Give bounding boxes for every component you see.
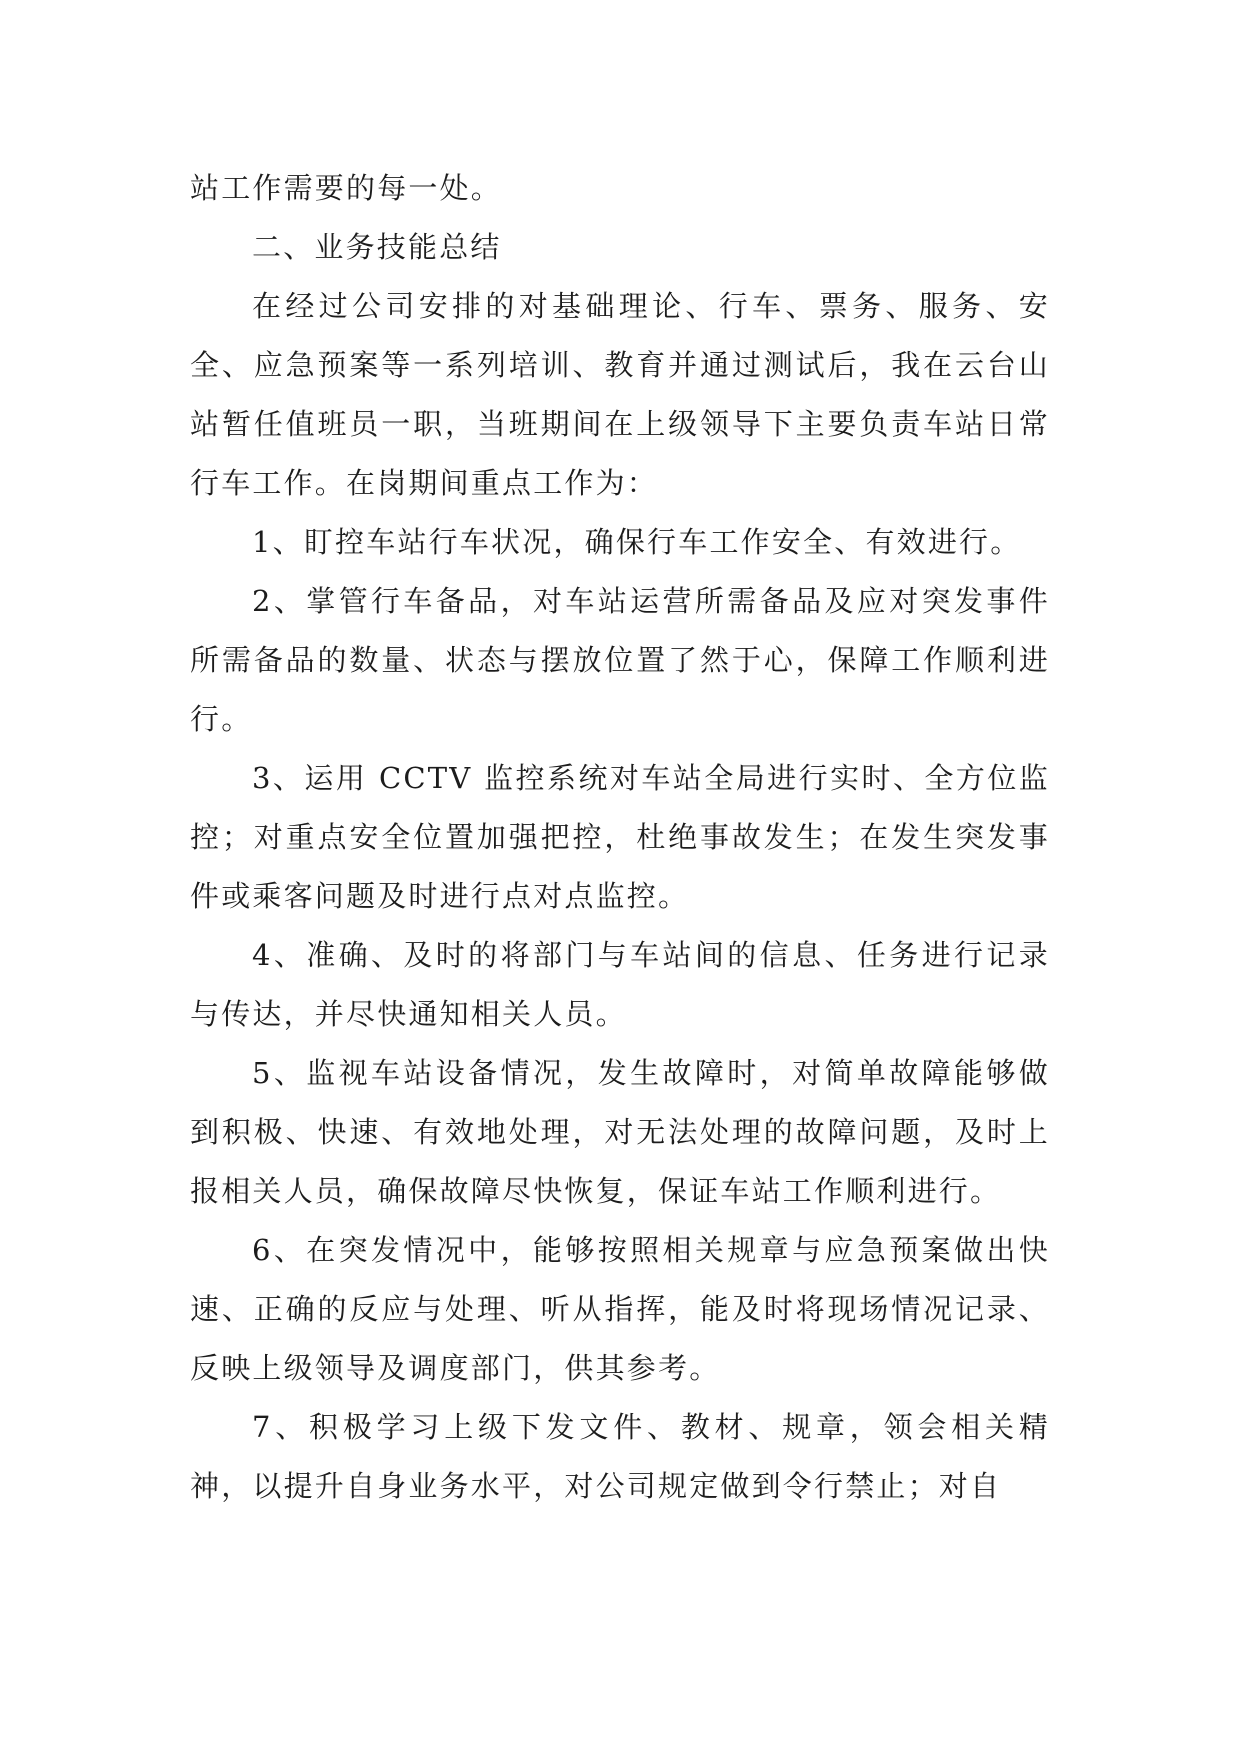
section-heading: 二、业务技能总结 [252,230,502,264]
paragraph-intro: 在经过公司安排的对基础理论、行车、票务、服务、安全、应急预案等一系列培训、教育并通过测试后，我在云台山站暂任值班员一职，当班期间在上级领导下主要负责车站日常行车工作。在岗期间重点工作为： [190,289,1050,500]
list-item-7: 7、积极学习上级下发文件、教材、规章，领会相关精神，以提升自身业务水平，对公司规定做到令行禁止；对自 [190,1410,1050,1503]
document-body [190,159,1050,1516]
paragraph-continuation: 站工作需要的每一处。 [190,171,503,205]
list-item-1: 1、盯控车站行车状况，确保行车工作安全、有效进行。 [252,525,1022,559]
list-item-5: 5、监视车站设备情况，发生故障时，对简单故障能够做到积极、快速、有效地处理，对无法处理的故障问题，及时上报相关人员，确保故障尽快恢复，保证车站工作顺利进行。 [190,1056,1050,1208]
list-item-4: 4、准确、及时的将部门与车站间的信息、任务进行记录与传达，并尽快通知相关人员。 [190,938,1050,1031]
list-item-2: 2、掌管行车备品，对车站运营所需备品及应对突发事件所需备品的数量、状态与摆放位置了然于心，保障工作顺利进行。 [190,584,1050,736]
list-item-3: 3、运用 CCTV 监控系统对车站全局进行实时、全方位监控；对重点安全位置加强把控，杜绝事故发生；在发生突发事件或乘客问题及时进行点对点监控。 [190,761,1050,913]
list-item-6: 6、在突发情况中，能够按照相关规章与应急预案做出快速、正确的反应与处理、听从指挥，能及时将现场情况记录、反映上级领导及调度部门，供其参考。 [190,1233,1050,1385]
